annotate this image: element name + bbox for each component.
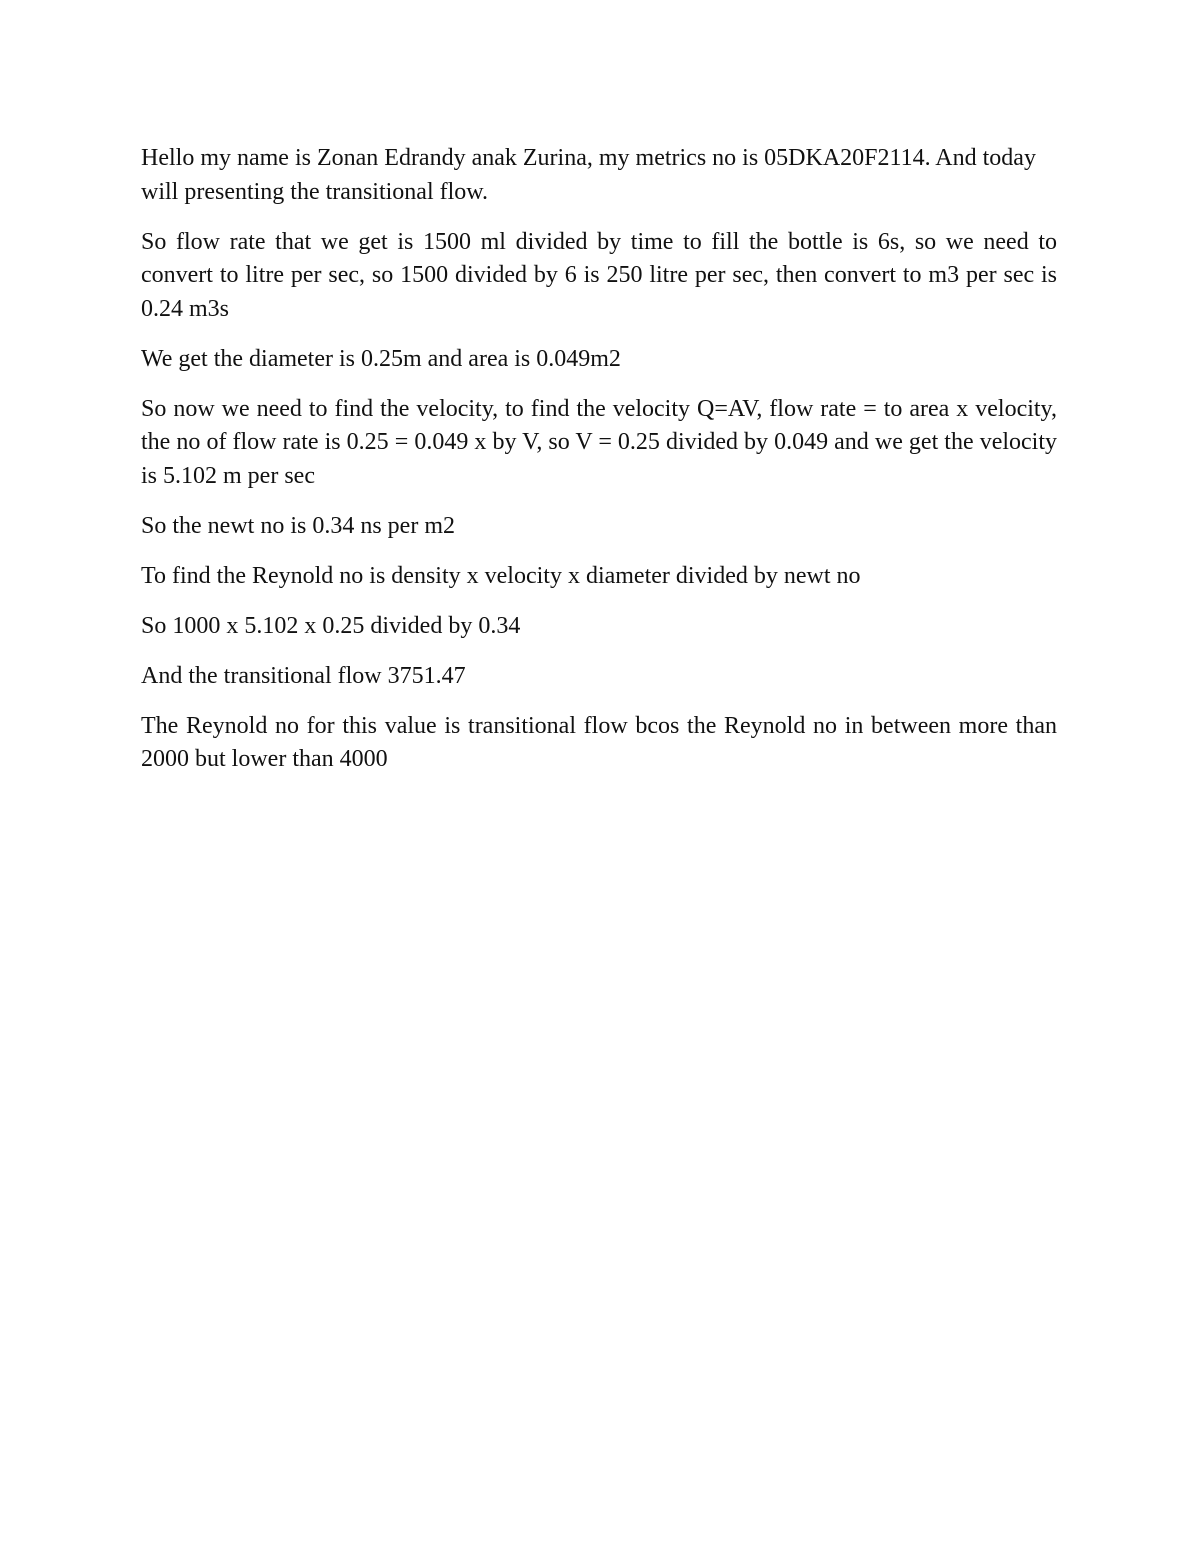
paragraph-diameter-area: We get the diameter is 0.25m and area is 0.049m2 <box>141 345 621 372</box>
paragraph-transitional-result: And the transitional flow 3751.47 <box>141 662 466 689</box>
paragraph-flow-rate: So flow rate that we get is 1500 ml divided by time to fill the bottle is 6s, so we need to convert to litre per sec, so 1500 divided by 6 is 250 litre per sec, then convert to m3 per sec is 0.24 m3s <box>141 228 1057 322</box>
paragraph-reynold-formula: To find the Reynold no is density x velocity x diameter divided by newt no <box>141 562 861 589</box>
paragraph-newt-no: So the newt no is 0.34 ns per m2 <box>141 512 455 539</box>
paragraph-introduction: Hello my name is Zonan Edrandy anak Zurina, my metrics no is 05DKA20F2114. And today will presenting the transitional flow. <box>141 145 1036 205</box>
paragraph-velocity: So now we need to find the velocity, to find the velocity Q=AV, flow rate = to area x velocity, the no of flow rate is 0.25 = 0.049 x by V, so V = 0.25 divided by 0.049 and we get the velocity is 5.102 m per sec <box>141 395 1057 489</box>
paragraph-conclusion: The Reynold no for this value is transitional flow bcos the Reynold no in between more than 2000 but lower than 4000 <box>141 712 1057 772</box>
paragraph-reynold-calculation: So 1000 x 5.102 x 0.25 divided by 0.34 <box>141 612 521 639</box>
document-body <box>141 142 1057 793</box>
